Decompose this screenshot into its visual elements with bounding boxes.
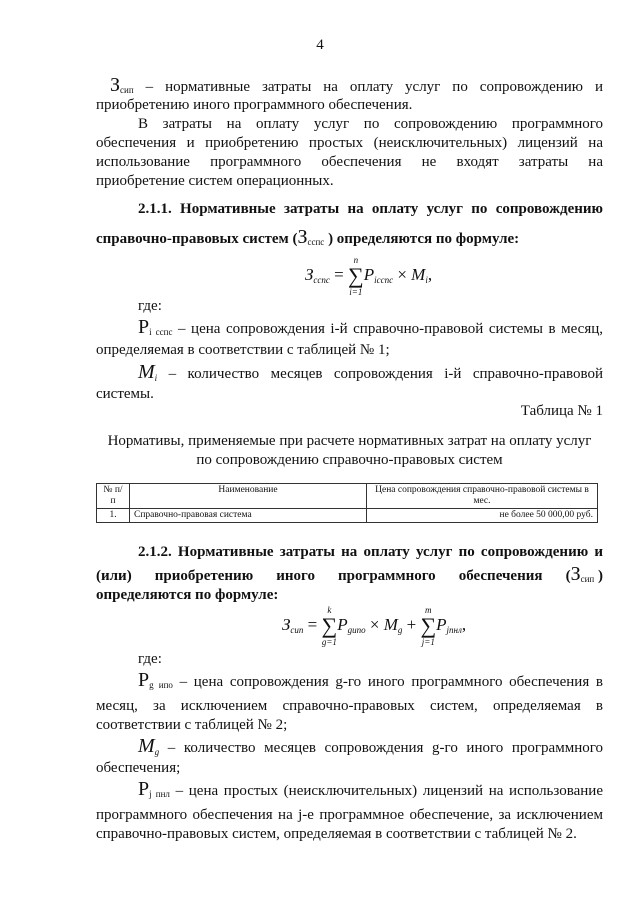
table-row [97,509,598,523]
zsip-symbol-sub: сип [120,85,134,95]
def-p-sspc-line2: определяемая в соответствии с таблицей № 1; [96,342,390,358]
formula1-p-sub: iсспс [374,274,394,285]
p-jpnl-symbol: Р [138,778,150,800]
section-212-word-3: иного [276,568,315,584]
def-mg-text: – количество месяцев сопровождения g-го иного программного [167,740,604,756]
formula2-lhs: З [282,614,291,634]
table-header-row [97,484,598,509]
section-211-line2 [96,228,603,252]
def-p-gipo-line1 [138,671,603,695]
formula2-sum2-top: m [425,605,432,615]
table-cell-name: Справочно-правовая система [130,509,367,523]
section-212-line3: определяются по формуле: [96,587,279,603]
table1-caption-line2: по сопровождению справочно-правовых систем [196,452,503,468]
def-p-jpnl-line3: справочно-правовых систем, определяемая в соответствии с таблицей № 2. [96,826,577,842]
def-p-gipo-line2: месяц, за исключением справочно-правовых систем, определяемая в [96,698,603,714]
zsip2-symbol: З [570,563,581,585]
formula1-sum-top: n [353,255,359,265]
table-cell-price: не более 50 000,00 руб. [367,509,598,523]
formula1-end: , [427,264,433,284]
formula-sip [282,605,466,647]
p-gipo-symbol-sub: g ипо [149,680,173,690]
formula2-p2-sub: jпнл [446,624,462,635]
def-mi-text: – количество месяцев сопровождения i-й справочно-правовой [168,366,603,382]
def-p-sspc-text: – цена сопровождения i-й справочно-правовой системы в месяц, [178,321,603,337]
zsip2-symbol-sub: сип [580,574,595,584]
def-p-jpnl-line1 [138,780,603,804]
formula2-end: , [461,614,467,634]
formula2-sum1 [322,605,338,647]
formula1-times: × [397,264,407,284]
formula1-p: P [363,264,375,284]
p-jpnl-symbol-sub: j пнл [149,789,170,799]
zsip-line1-text: – нормативные затраты на оплату услуг по сопровождению и [145,79,603,95]
def-p-sspc-line1 [138,318,603,342]
def-mi-line2: системы. [96,386,154,402]
table-header-cell-num: № п/п [97,484,130,509]
formula1-equals: = [334,264,344,284]
p-gipo-symbol: Р [138,669,150,691]
formula1-m: M [411,264,426,284]
formula1-lhs: З [305,264,314,284]
formula2-sum2-bottom: j=1 [421,637,435,647]
section-212-heading: 2.1.2. Нормативные затраты на оплату услуг по сопровождению и [138,544,603,560]
table1-grid [96,483,598,523]
section-212-word-4: программного [338,568,436,584]
formula2-sum1-bottom: g=1 [321,637,337,647]
def-mg-line2: обеспечения; [96,760,181,776]
formula2-m-sub: g [397,624,403,635]
para-zsip-line2: приобретению иного программного обеспечения. [96,97,413,113]
formula2-lhs-sub: сип [290,624,304,635]
table-header-cell-name: Наименование [130,484,367,509]
section-212-word-1: (или) [96,568,132,584]
sigma-icon: ∑ [348,263,364,288]
where-label-1: где: [138,298,162,314]
formula2-p1: P [337,614,348,634]
p-sspc-symbol-sub: i сспс [149,327,173,337]
para2-line2: обеспечения и приобретению простых (неисключительных) лицензий на [96,135,603,151]
formula-sspc [305,255,432,297]
section-212-word-2: приобретению [154,568,254,584]
zsspc-symbol: З [297,226,308,248]
para2-line1: В затраты на оплату услуг по сопровождению программного [138,116,603,132]
p-sspc-symbol: Р [138,316,150,338]
zsip-open-paren: ( [565,568,571,584]
sigma-icon: ∑ [321,613,338,638]
table1-label: Таблица № 1 [520,403,603,419]
section-211-line2-post: ) определяются по формуле: [328,231,520,247]
formula1-sum-bottom: i=1 [349,287,363,297]
formula2-p2: P [436,614,447,634]
formula2-times: × [369,614,380,634]
section-211-line2-pre: справочно-правовых систем ( [96,231,298,247]
zsip-symbol: З [110,74,121,96]
formula2-sum2 [420,605,436,647]
formula2-sum1-top: k [327,605,332,615]
table-cell-num: 1. [97,509,130,523]
zsip-close-paren: ) [597,568,603,584]
table-header-cell-price: Цена сопровождения справочно-правовой системы в мес. [367,484,598,509]
formula2-equals: = [307,614,318,634]
formula1-sum [348,255,364,297]
section-212-word-5: обеспечения [458,568,543,584]
section-211-heading: 2.1.1. Нормативные затраты на оплату услуг по сопровождению [138,201,603,217]
formula2-m: M [383,614,398,634]
sigma-icon: ∑ [420,613,437,638]
mi-symbol: M [138,361,155,383]
formula2-p1-sub: gипо [347,624,366,635]
def-p-gipo-text: – цена сопровождения g-го иного программного обеспечения в [179,674,603,690]
para2-line4: приобретение систем операционных. [96,173,334,189]
zsspc-symbol-sub: сспс [307,237,325,247]
table1 [96,483,598,523]
page-number: 4 [316,37,324,53]
table1-caption-line1: Нормативы, применяемые при расчете нормативных затрат на оплату услуг [107,433,592,449]
def-p-gipo-line3: соответствии с таблицей № 2; [96,717,288,733]
mi-symbol-sub: i [154,373,158,383]
formula1-lhs-sub: сспс [313,274,330,285]
mg-symbol: M [138,735,155,757]
def-p-jpnl-line2: программного обеспечения на j-е программное обеспечение, за исключением [96,807,603,823]
where-label-2: где: [138,651,162,667]
def-p-jpnl-text: – цена простых (неисключительных) лицензий на использование [175,783,603,799]
formula1-m-sub: i [425,274,428,285]
formula2-plus: + [406,614,417,634]
para2-line3: использование программного обеспечения не входят затраты на [96,154,603,170]
mg-symbol-sub: g [154,747,160,757]
